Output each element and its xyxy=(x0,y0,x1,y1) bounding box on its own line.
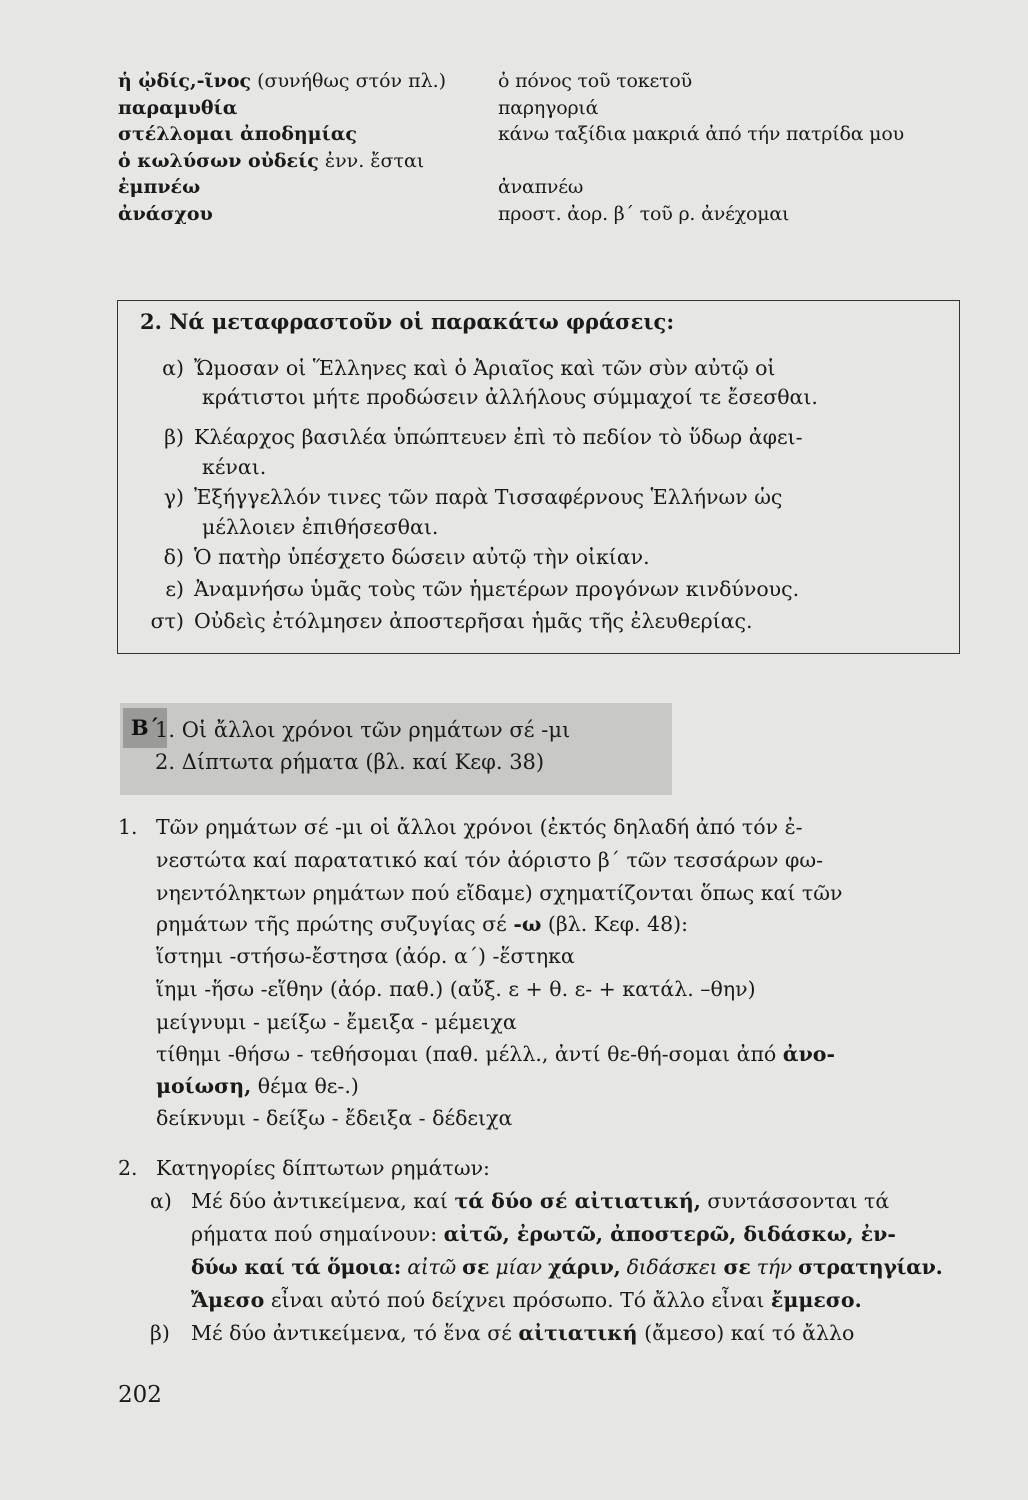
item-text: Ὁ πατὴρ ὑπέσχετο δώσειν αὐτῷ τὴν οἰκίαν. xyxy=(194,545,650,569)
item-text: κέναι. xyxy=(202,455,267,479)
vocab-meaning: ὁ πόνος τοῦ τοκετοῦ xyxy=(498,70,692,92)
vocab-row xyxy=(118,70,978,97)
vocab-meaning: παρηγοριά xyxy=(498,96,599,119)
page-number: 202 xyxy=(118,1382,162,1408)
para2-line: Μέ δύο ἀντικείμενα, καί τά δύο σέ αἰτιατική, συντάσσονται τά xyxy=(191,1189,890,1213)
item-text: μέλλοιεν ἐπιθήσεσθαι. xyxy=(202,515,439,539)
vocab-row xyxy=(118,123,978,150)
vocab-row xyxy=(118,203,978,230)
verb-forms-line: τίθημι -θήσω - τεθήσομαι (παθ. μέλλ., ἀντί θε-θή-σομαι ἀπό ἀνο- xyxy=(156,1042,835,1066)
vocab-term: ἡ ᾠδίς,-ῖνος xyxy=(118,70,252,92)
para2-line: ρήματα πού σημαίνουν: αἰτῶ, ἐρωτῶ, ἀποστερῶ, διδάσκω, ἐν- xyxy=(191,1222,896,1246)
verb-forms-line: μοίωση, θέμα θε-.) xyxy=(156,1074,359,1098)
para1-line: νεστώτα καί παρατατικό καί τόν ἀόριστο β΄ τῶν τεσσάρων φω- xyxy=(156,848,824,872)
section-badge: Β΄ xyxy=(123,708,167,748)
vocab-term: παραμυθία xyxy=(118,96,238,119)
item-label: γ) xyxy=(163,485,184,509)
vocab-term: στέλλομαι ἀποδημίας xyxy=(118,123,357,145)
item-label: β) xyxy=(164,425,184,449)
vocab-meaning: ἀναπνέω xyxy=(498,176,584,198)
para2-line: Ἄμεσο εἶναι αὐτό πού δείχνει πρόσωπο. Τό ἄλλο εἶναι ἔμμεσο. xyxy=(191,1288,862,1312)
vocab-row xyxy=(118,176,978,203)
item-label: ε) xyxy=(165,577,184,601)
para2-heading: Κατηγορίες δίπτωτων ρημάτων: xyxy=(156,1156,490,1180)
item-text: κράτιστοι μήτε προδώσειν ἀλλήλους σύμμαχοί τε ἔσεσθαι. xyxy=(202,385,818,409)
verb-forms-line: μείγνυμι - μείξω - ἔμειξα - μέμειχα xyxy=(156,1010,517,1034)
section-heading-2: 2. Δίπτωτα ρήματα (βλ. καί Κεφ. 38) xyxy=(155,750,545,774)
verb-forms-line: ἵστημι -στήσω-ἔστησα (ἀόρ. α΄) -ἕστηκα xyxy=(156,944,575,968)
vocab-note: ἐνν. ἔσται xyxy=(318,149,425,172)
para1-line: ρημάτων τῆς πρώτης συζυγίας σέ -ω (βλ. Κεφ. 48): xyxy=(156,912,689,936)
vocab-term: ἀνάσχου xyxy=(118,202,213,225)
section-heading-shade xyxy=(120,703,672,795)
vocab-term: ὁ κωλύσων οὐδείς xyxy=(118,149,319,172)
vocab-meaning: προστ. ἀορ. β΄ τοῦ ρ. ἀνέχομαι xyxy=(498,202,790,225)
item-label: στ) xyxy=(150,609,184,633)
item-text: Οὐδεὶς ἐτόλμησεν ἀποστερῆσαι ἡμᾶς τῆς ἐλευθερίας. xyxy=(194,609,753,633)
vocab-meaning: κάνω ταξίδια μακριά ἀπό τήν πατρίδα μου xyxy=(498,123,904,145)
exercise-box xyxy=(117,300,960,654)
item-label: δ) xyxy=(163,545,184,569)
verb-forms-line: ἵημι -ἥσω -εἵθην (ἀόρ. παθ.) (αὔξ. ε + θ. ε- + κατάλ. –θην) xyxy=(156,977,756,1001)
para2-number: 2. xyxy=(118,1156,138,1180)
para2-label: β) xyxy=(150,1321,170,1345)
para2-label: α) xyxy=(150,1189,172,1213)
item-label: α) xyxy=(162,356,184,380)
vocab-note: (συνήθως στόν πλ.) xyxy=(251,70,447,92)
para1-line: Τῶν ρημάτων σέ -μι οἱ ἄλλοι χρόνοι (ἐκτός δηλαδή ἀπό τόν ἐ- xyxy=(156,815,803,839)
para1-line: νηεντόληκτων ρημάτων πού εἴδαμε) σχηματίζονται ὅπως καί τῶν xyxy=(156,881,843,905)
vocabulary-list xyxy=(118,70,978,229)
section-heading-1: 1. Οἱ ἄλλοι χρόνοι τῶν ρημάτων σέ -μι xyxy=(155,718,571,742)
item-text: Κλέαρχος βασιλέα ὑπώπτευεν ἐπὶ τὸ πεδίον τὸ ὕδωρ ἀφει- xyxy=(194,425,803,449)
vocab-term: ἐμπνέω xyxy=(118,176,201,198)
item-text: Ἀναμνήσω ὑμᾶς τοὺς τῶν ἡμετέρων προγόνων κινδύνους. xyxy=(194,577,800,601)
item-text: Ἐξήγγελλόν τινες τῶν παρὰ Τισσαφέρνους Ἑλλήνων ὡς xyxy=(194,485,783,509)
para2-line: Μέ δύο ἀντικείμενα, τό ἕνα σέ αἰτιατική (ἄμεσο) καί τό ἄλλο xyxy=(191,1321,855,1345)
exercise-title: 2. Νά μεταφραστοῦν οἱ παρακάτω φράσεις: xyxy=(140,309,675,334)
para2-line: δύω καί τά ὅμοια: αἰτῶ σε μίαν χάριν, διδάσκει σε τήν στρατηγίαν. xyxy=(191,1255,943,1279)
verb-forms-line: δείκνυμι - δείξω - ἔδειξα - δέδειχα xyxy=(156,1106,513,1130)
para1-number: 1. xyxy=(118,815,138,839)
vocab-row xyxy=(118,97,978,124)
item-text: Ὤμοσαν οἱ Ἕλληνες καὶ ὁ Ἀριαῖος καὶ τῶν σὺν αὐτῷ οἱ xyxy=(194,356,776,380)
vocab-row xyxy=(118,150,978,177)
